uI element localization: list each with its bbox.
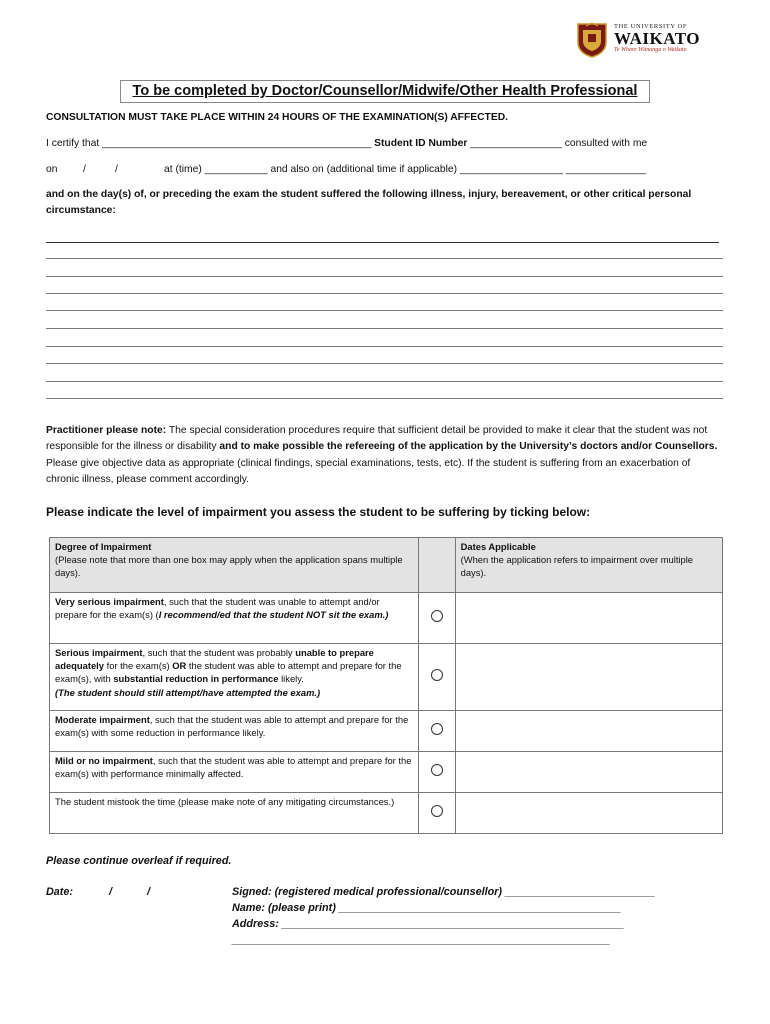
dates-cell[interactable] [455,752,722,793]
certify-line [46,137,647,151]
dates-cell[interactable] [455,793,722,834]
table-header-row [50,538,723,593]
dates-cell[interactable] [455,593,722,644]
certify-prefix[interactable]: I certify that _______________________________________________ [46,138,372,149]
date-slash-1: / [83,164,86,175]
very-serious-radio[interactable] [431,610,443,622]
on-label: on [46,164,58,175]
university-logo [576,20,726,60]
table-row: Mild or no impairment, such that the student was able to attempt and prepare for the exam(s) with performance minimally affected. [50,752,723,793]
day-statement: and on the day(s) of, or preceding the exam the student suffered the following illness, injury, bereavement, or other critical personal circumstance: [46,189,692,217]
footer-date-slash-1: / [109,886,112,898]
writing-line[interactable] [46,293,723,294]
logo-line1: THE UNIVERSITY OF [614,23,688,30]
col-dates-title: Dates Applicable [460,541,536,552]
certify-suffix[interactable]: ________________ consulted with me [470,138,648,149]
writing-line[interactable] [46,381,723,382]
writing-line[interactable] [46,398,723,399]
crest-icon [576,22,608,58]
continue-note: Please continue overleaf if required. [46,855,232,867]
writing-line[interactable] [46,328,723,329]
impairment-table [49,537,723,834]
logo-line3: Te Whare Wānanga o Waikato [614,47,687,53]
table-row: Serious impairment, such that the student was probably unable to prepare adequately for the exam(s) OR the student was able to attempt and prepare for the exam(s), with substantial reduction in performance likely. (The student should still attempt/have attempted the exam.) [50,644,723,711]
form-heading: To be completed by Doctor/Counsellor/Midwife/Other Health Professional [120,80,650,103]
date-slash-2: / [115,164,118,175]
address-line-2[interactable]: _______________________________________________________________ [232,934,611,946]
writing-line[interactable] [46,346,723,347]
writing-line[interactable] [46,363,723,364]
table-row: The student mistook the time (please make note of any mitigating circumstances.) [50,793,723,834]
time-line[interactable]: at (time) ___________ and also on (additional time if applicable) __________________ ______________ [164,164,647,175]
dates-cell[interactable] [455,711,722,752]
consultation-notice: CONSULTATION MUST TAKE PLACE WITHIN 24 HOURS OF THE EXAMINATION(S) AFFECTED. [46,112,509,123]
footer-date-slash-2: / [147,886,150,898]
table-row: Very serious impairment, such that the student was unable to attempt and/or prepare for the exam(s) (I recommend/ed that the student NOT sit the exam.) [50,593,723,644]
practitioner-label: Practitioner please note: [46,425,167,436]
writing-line[interactable] [46,276,723,277]
address-line[interactable]: Address: _________________________________________________________ [232,918,625,930]
writing-line[interactable] [46,242,719,243]
mild-radio[interactable] [431,764,443,776]
col-degree-note: (Please note that more than one box may apply when the application spans multiple days). [55,554,403,579]
writing-line[interactable] [46,310,723,311]
serious-radio[interactable] [431,669,443,681]
table-row: Moderate impairment, such that the student was able to attempt and prepare for the exam(s) with some reduction in performance likely. [50,711,723,752]
practitioner-note: Practitioner please note: The special consideration procedures require that sufficient detail be provided to make it clear that the student was not responsible for the illness or disability and to make possible the refereeing of the application by the University’s doctors and/or Counsellors. Please give objective data as appropriate (clinical findings, special examinations, tests, etc). If the student is suffering from an exacerbation of chronic illness, please comment accordingly. [46,425,718,485]
date-label: Date: [46,886,73,898]
name-line[interactable]: Name: (please print) _______________________________________________ [232,902,622,914]
signed-line[interactable]: Signed: (registered medical professional/counsellor) _________________________ [232,886,656,898]
writing-line[interactable] [46,258,723,259]
col-dates-note: (When the application refers to impairment over multiple days). [460,554,694,579]
mistook-time-radio[interactable] [431,805,443,817]
moderate-radio[interactable] [431,723,443,735]
dates-cell[interactable] [455,644,722,711]
section-title: Please indicate the level of impairment you assess the student to be suffering by ticking below: [46,505,591,519]
student-id-label: Student ID Number [374,138,468,149]
col-degree-title: Degree of Impairment [55,541,152,552]
logo-line2: WAIKATO [614,29,701,48]
